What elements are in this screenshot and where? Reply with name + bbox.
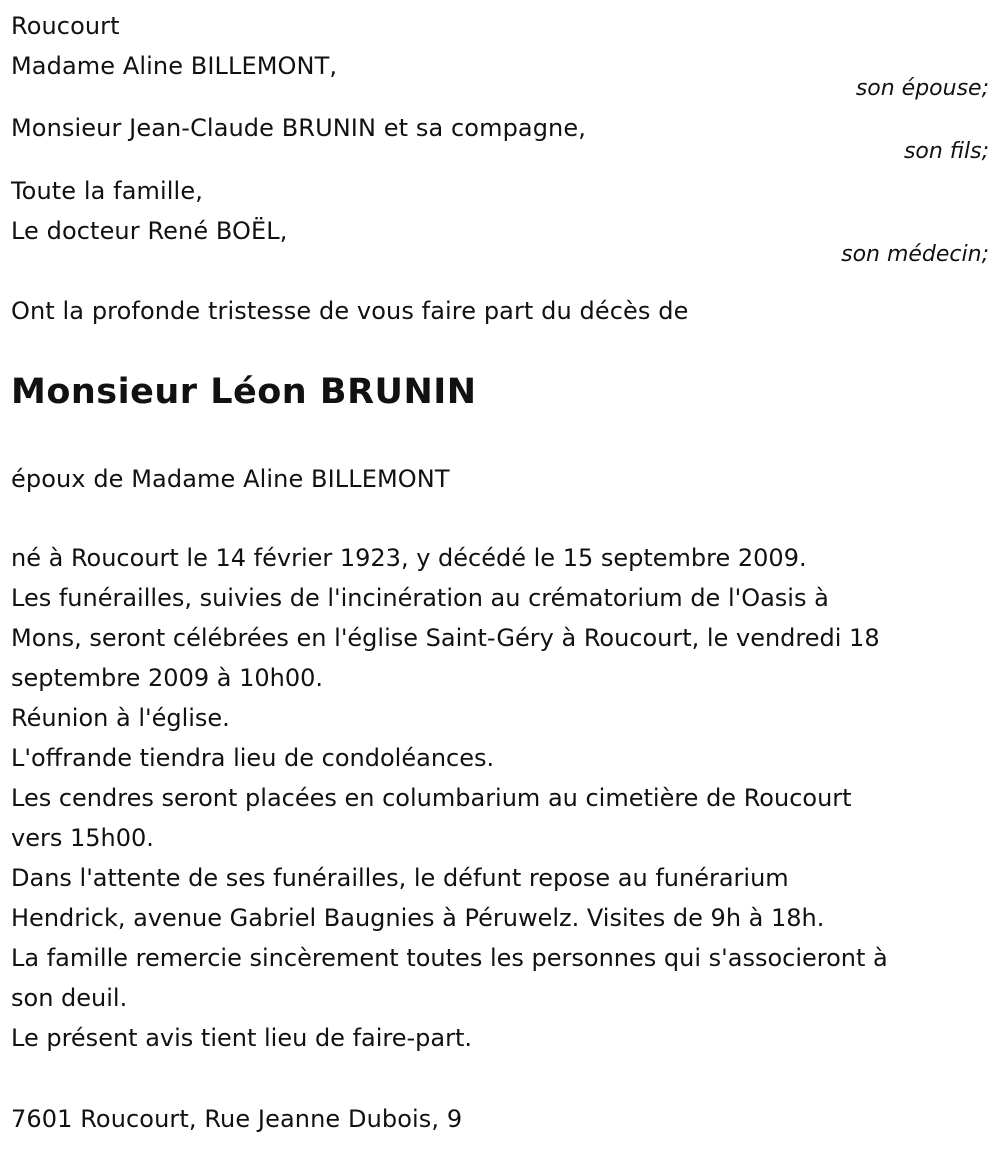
details-line: Hendrick, avenue Gabriel Baugnies à Péruwelz. Visites de 9h à 18h. bbox=[11, 904, 825, 932]
details-line: son deuil. bbox=[11, 984, 128, 1012]
header-place: Roucourt bbox=[11, 12, 120, 40]
deceased-name: Monsieur Léon BRUNIN bbox=[11, 372, 477, 412]
mourner-name: Toute la famille, bbox=[11, 177, 203, 205]
details-line: Les funérailles, suivies de l'incinération au crématorium de l'Oasis à bbox=[11, 584, 829, 612]
details-line: Les cendres seront placées en columbarium au cimetière de Roucourt bbox=[11, 784, 852, 812]
details-line: L'offrande tiendra lieu de condoléances. bbox=[11, 744, 495, 772]
details-line: Mons, seront célébrées en l'église Saint-Géry à Roucourt, le vendredi 18 bbox=[11, 624, 880, 652]
details-line: Le présent avis tient lieu de faire-part. bbox=[11, 1024, 473, 1052]
mourner-name: Madame Aline BILLEMONT, bbox=[11, 52, 338, 80]
mourner-relation: son fils; bbox=[903, 139, 989, 164]
mourner-name: Le docteur René BOËL, bbox=[11, 217, 288, 245]
details-line: La famille remercie sincèrement toutes les personnes qui s'associeront à bbox=[11, 944, 888, 972]
details-line: Dans l'attente de ses funérailles, le défunt repose au funérarium bbox=[11, 864, 789, 892]
details-line: vers 15h00. bbox=[11, 824, 154, 852]
announcement-text: Ont la profonde tristesse de vous faire part du décès de bbox=[11, 297, 689, 325]
details-line: né à Roucourt le 14 février 1923, y décédé le 15 septembre 2009. bbox=[11, 544, 807, 572]
spouse-line: époux de Madame Aline BILLEMONT bbox=[11, 465, 450, 493]
details-line: Réunion à l'église. bbox=[11, 704, 230, 732]
mourner-relation: son épouse; bbox=[855, 76, 989, 101]
details-line: septembre 2009 à 10h00. bbox=[11, 664, 323, 692]
mourner-name: Monsieur Jean-Claude BRUNIN et sa compagne, bbox=[11, 114, 586, 142]
mourner-relation: son médecin; bbox=[841, 242, 989, 267]
funeral-details bbox=[11, 538, 989, 1058]
family-address: 7601 Roucourt, Rue Jeanne Dubois, 9 bbox=[11, 1105, 463, 1133]
